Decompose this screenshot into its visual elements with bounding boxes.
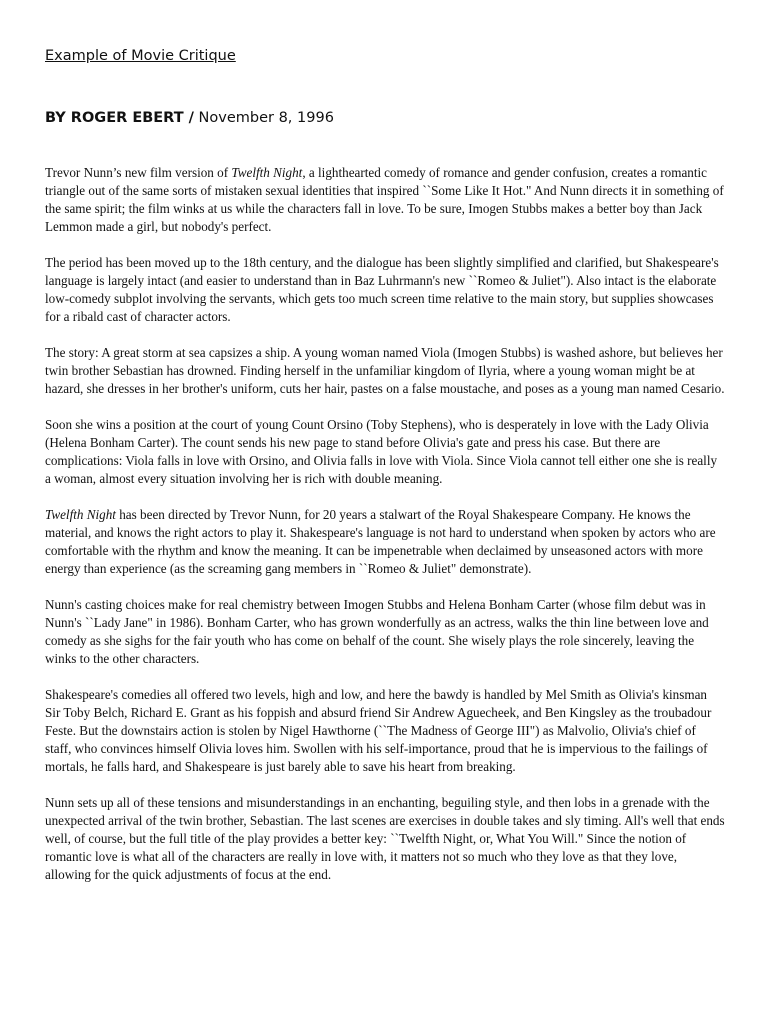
byline-date: November 8, 1996 [193,110,334,126]
play-title-italic: Twelfth Night [45,507,116,522]
paragraph-text: , a lighthearted comedy of romance and gender confusion, creates a romantic triangle out of the same sorts of mistaken sexual identities that inspired ``Some Like It Hot." And Nunn directs it in something of the same spirit; the film winks at us while the characters fall in love. To be sure, Imogen Stubbs makes a better boy than Jack Lemmon made a girl, but nobody's perfect. [45,165,724,234]
paragraph-5 [45,506,725,578]
play-title-italic: Twelfth Night [231,165,303,180]
paragraph-8: Nunn sets up all of these tensions and misunderstandings in an enchanting, beguiling style, and then lobs in a grenade with the unexpected arrival of the twin brother, Sebastian. The last scenes are exercises in double takes and sly timing. All's well that ends well, of course, but the full title of the play provides a better key: ``Twelfth Night, or, What You Will." Since the notion of romantic love is what all of the characters are really in love with, it matters not so much who they love as that they love, allowing for the quick adjustments of focus at the end. [45,795,725,882]
document-page [45,46,725,902]
article-body [45,164,725,884]
paragraph-1 [45,164,725,236]
byline-author: BY ROGER EBERT / [45,110,194,126]
paragraph-6: Nunn's casting choices make for real chemistry between Imogen Stubbs and Helena Bonham Carter (whose film debut was in Nunn's ``Lady Jane" in 1986). Bonham Carter, who has grown wonderfully as an actress, walks the thin line between love and comedy as she sighs for the fair youth who has come on behalf of the count. She wisely plays the role sincerely, leaving the winks to the other characters. [45,597,709,666]
document-title: Example of Movie Critique [45,48,236,64]
paragraph-3: The story: A great storm at sea capsizes a ship. A young woman named Viola (Imogen Stubbs) is washed ashore, but believes her twin brother Sebastian has drowned. Finding herself in the unfamiliar kingdom of Ilyria, where a young woman might be at hazard, she dresses in her brother's uniform, cuts her hair, pastes on a false moustache, and poses as a young man named Cesario. [45,345,725,396]
byline [45,108,725,128]
paragraph-text: Trevor Nunn’s new film version of [45,165,232,180]
paragraph-2: The period has been moved up to the 18th century, and the dialogue has been slightly simplified and clarified, but Shakespeare's language is largely intact (and easier to understand than in Baz Luhrmann's new ``Romeo & Juliet"). Also intact is the elaborate low-comedy subplot involving the servants, which gets too much screen time relative to the main story, but supplies showcases for a ribald cast of character actors. [45,255,719,324]
paragraph-7: Shakespeare's comedies all offered two levels, high and low, and here the bawdy is handled by Mel Smith as Olivia's kinsman Sir Toby Belch, Richard E. Grant as his foppish and absurd friend Sir Andrew Aguecheek, and Ben Kingsley as the troubadour Feste. But the downstairs action is stolen by Nigel Hawthorne (``The Madness of George III") as Malvolio, Olivia's chief of staff, who convinces himself Olivia loves him. Swollen with his self-importance, proud that he is impervious to the failings of mortals, he falls hard, and Shakespeare is just barely able to save his heart from breaking. [45,687,712,774]
paragraph-4: Soon she wins a position at the court of young Count Orsino (Toby Stephens), who is desperately in love with the Lady Olivia (Helena Bonham Carter). The count sends his new page to stand before Olivia's gate and press his case. But there are complications: Viola falls in love with Orsino, and Olivia falls in love with Viola. Since Viola cannot tell either one she is really a woman, almost every situation involving her is rich with double meaning. [45,417,718,486]
paragraph-text: has been directed by Trevor Nunn, for 20 years a stalwart of the Royal Shakespeare Company. He knows the material, and knows the right actors to play it. Shakespeare's language is not hard to understand when spoken by actors who are comfortable with the rhythm and know the meaning. It can be impenetrable when declaimed by unseasoned actors with more energy than experience (as the screaming gang members in ``Romeo & Juliet" demonstrate). [45,507,716,576]
